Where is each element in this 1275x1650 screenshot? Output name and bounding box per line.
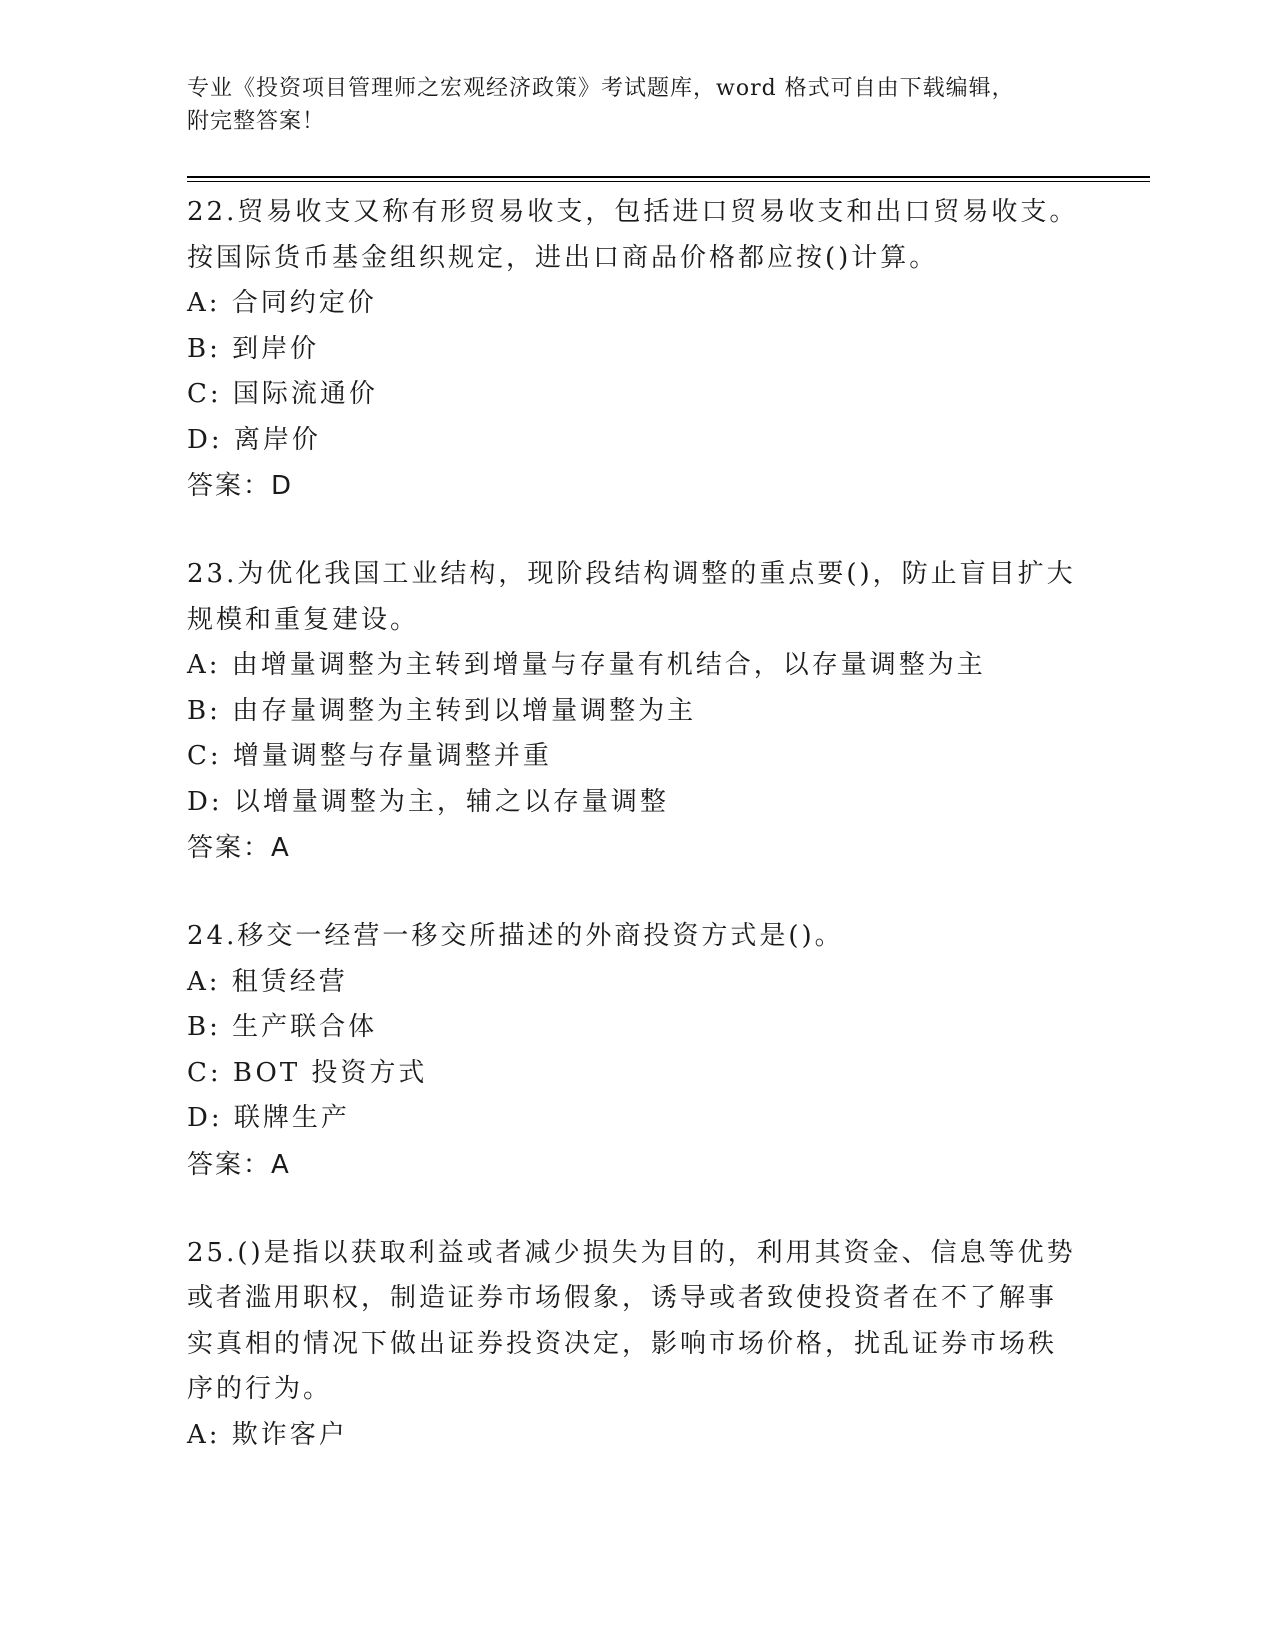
question-stem-line: 序的行为。 bbox=[187, 1374, 333, 1404]
document-header bbox=[187, 72, 1067, 138]
answer-label: 答案：A bbox=[187, 1149, 291, 1180]
question-stem-line: 实真相的情况下做出证券投资决定，影响市场价格，扰乱证券市场秩 bbox=[187, 1328, 1058, 1359]
question-stem-line: 23.为优化我国工业结构，现阶段结构调整的重点要()，防止盲目扩大 bbox=[187, 559, 1076, 589]
header-divider-thin bbox=[187, 181, 1150, 182]
option-c: C: 增量调整与存量调整并重 bbox=[187, 741, 552, 771]
answer-label: 答案：A bbox=[187, 833, 291, 863]
header-divider-thick bbox=[187, 176, 1150, 178]
question-24 bbox=[187, 914, 1087, 1188]
option-b: B: 由存量调整为主转到以增量调整为主 bbox=[187, 695, 697, 726]
question-25 bbox=[187, 1231, 1087, 1459]
question-list bbox=[187, 190, 1087, 1501]
option-c: C: BOT 投资方式 bbox=[187, 1057, 428, 1088]
header-line-2: 附完整答案！ bbox=[187, 109, 326, 134]
option-c: C: 国际流通价 bbox=[187, 379, 378, 409]
question-23 bbox=[187, 552, 1087, 871]
question-stem-line: 规模和重复建设。 bbox=[187, 604, 420, 635]
option-a: A: 合同约定价 bbox=[187, 288, 377, 318]
header-line-1: 专业《投资项目管理师之宏观经济政策》考试题库，word 格式可自由下载编辑， bbox=[187, 76, 1015, 101]
question-stem-line: 按国际货币基金组织规定，进出口商品价格都应按()计算。 bbox=[187, 242, 939, 273]
answer-label: 答案：D bbox=[187, 471, 294, 501]
option-a: A: 租赁经营 bbox=[187, 966, 348, 997]
option-d: D: 离岸价 bbox=[187, 424, 321, 455]
question-stem-line: 25.()是指以获取利益或者减少损失为目的，利用其资金、信息等优势 bbox=[187, 1237, 1076, 1268]
option-b: B: 到岸价 bbox=[187, 333, 320, 364]
option-b: B: 生产联合体 bbox=[187, 1012, 378, 1042]
question-stem-line: 24.移交一经营一移交所描述的外商投资方式是()。 bbox=[187, 921, 844, 951]
question-22 bbox=[187, 190, 1087, 509]
question-stem-line: 22.贸易收支又称有形贸易收支，包括进口贸易收支和出口贸易收支。 bbox=[187, 197, 1079, 227]
question-stem-line: 或者滥用职权，制造证券市场假象，诱导或者致使投资者在不了解事 bbox=[187, 1283, 1058, 1313]
option-a: A: 欺诈客户 bbox=[187, 1419, 348, 1450]
option-d: D: 联牌生产 bbox=[187, 1103, 350, 1133]
option-d: D: 以增量调整为主，辅之以存量调整 bbox=[187, 786, 669, 817]
option-a: A: 由增量调整为主转到增量与存量有机结合，以存量调整为主 bbox=[187, 650, 986, 680]
